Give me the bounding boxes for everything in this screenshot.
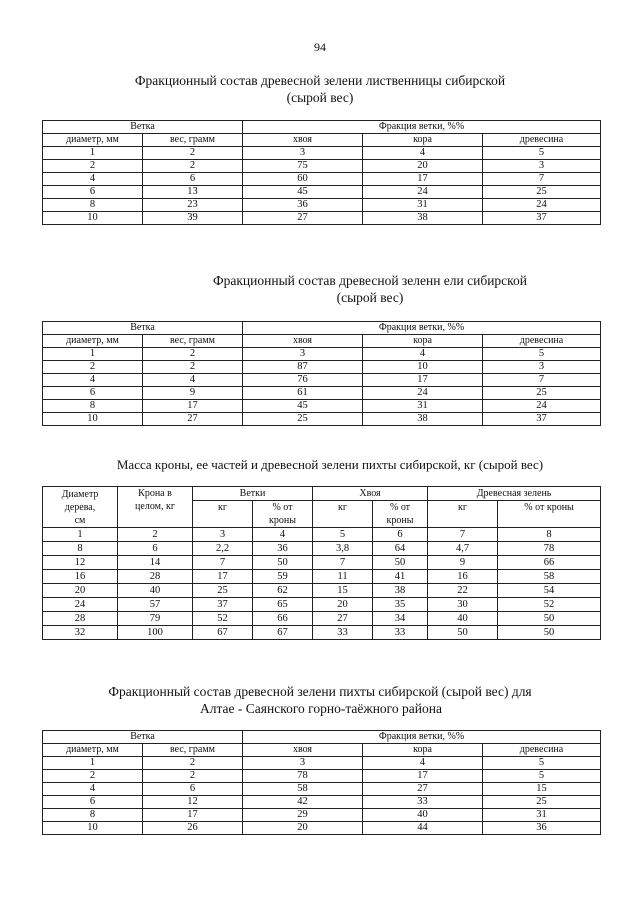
table3-header-branches: Ветки bbox=[193, 487, 313, 501]
table4-row bbox=[43, 822, 601, 835]
table1-row bbox=[43, 173, 601, 186]
table2-caption-line2: (сырой вес) bbox=[336, 290, 404, 305]
table4-cell: 31 bbox=[483, 809, 601, 822]
table3-cell: 16 bbox=[43, 570, 118, 584]
table3-cell: 38 bbox=[373, 584, 428, 598]
table3-cell: 100 bbox=[118, 626, 193, 640]
table4-cell: 4 bbox=[363, 757, 483, 770]
table3-sub-pct-line: кроны bbox=[386, 515, 414, 526]
table1-row bbox=[43, 147, 601, 160]
table2-row bbox=[43, 387, 601, 400]
table1-cell: 6 bbox=[143, 173, 243, 186]
table4-cell: 25 bbox=[483, 796, 601, 809]
table3-cell: 25 bbox=[193, 584, 253, 598]
table3-cell: 7 bbox=[428, 528, 498, 542]
table1-header-cell: древесина bbox=[483, 134, 601, 147]
table3-row bbox=[43, 528, 601, 542]
table3-cell: 41 bbox=[373, 570, 428, 584]
table3-row bbox=[43, 584, 601, 598]
table1-group-fraction: Фракция ветки, %% bbox=[243, 121, 601, 134]
table3-cell: 52 bbox=[193, 612, 253, 626]
table3-cell: 28 bbox=[118, 570, 193, 584]
table1-cell: 10 bbox=[43, 212, 143, 225]
table3-cell: 4 bbox=[253, 528, 313, 542]
table3-sub-pct bbox=[253, 501, 313, 528]
table2-caption-line1: Фракционный состав древесной зеленн ели сибирской bbox=[212, 273, 528, 288]
table2-cell: 10 bbox=[363, 361, 483, 374]
table2-header-cell: хвоя bbox=[243, 335, 363, 348]
table3-cell: 52 bbox=[498, 598, 601, 612]
table4-cell: 26 bbox=[143, 822, 243, 835]
table3-cell: 8 bbox=[43, 542, 118, 556]
page-number: 94 bbox=[314, 40, 326, 54]
table4-group-branch: Ветка bbox=[43, 731, 243, 744]
table4-cell: 8 bbox=[43, 809, 143, 822]
table3-cell: 12 bbox=[43, 556, 118, 570]
table3-group-header-row bbox=[43, 487, 601, 501]
table3-cell: 57 bbox=[118, 598, 193, 612]
table2-cell: 2 bbox=[43, 361, 143, 374]
table4-caption-line1: Фракционный состав древесной зелени пихты сибирской (сырой вес) для bbox=[108, 684, 532, 699]
table1-cell: 39 bbox=[143, 212, 243, 225]
table4-header-cell: кора bbox=[363, 744, 483, 757]
table1-cell: 7 bbox=[483, 173, 601, 186]
table4-cell: 2 bbox=[43, 770, 143, 783]
table1-cell: 38 bbox=[363, 212, 483, 225]
table1-cell: 24 bbox=[483, 199, 601, 212]
table2-cell: 2 bbox=[143, 348, 243, 361]
table3-cell: 3,8 bbox=[313, 542, 373, 556]
table2-cell: 17 bbox=[143, 400, 243, 413]
table2-cell: 3 bbox=[243, 348, 363, 361]
table4-header-cell: диаметр, мм bbox=[43, 744, 143, 757]
table2-group-fraction: Фракция ветки, %% bbox=[243, 322, 601, 335]
table2-cell: 9 bbox=[143, 387, 243, 400]
table4-cell: 27 bbox=[363, 783, 483, 796]
table1-header-row bbox=[43, 134, 601, 147]
table2-cell: 7 bbox=[483, 374, 601, 387]
table3-cell: 20 bbox=[43, 584, 118, 598]
table4-cell: 4 bbox=[43, 783, 143, 796]
table2-header-cell: кора bbox=[363, 335, 483, 348]
table2-cell: 2 bbox=[143, 361, 243, 374]
table1-group-header-row bbox=[43, 121, 601, 134]
table3-cell: 30 bbox=[428, 598, 498, 612]
table2-row bbox=[43, 374, 601, 387]
table2-cell: 4 bbox=[43, 374, 143, 387]
table3-cell: 4,7 bbox=[428, 542, 498, 556]
table3-header-crown-line: Крона в bbox=[138, 488, 172, 499]
table4-cell: 5 bbox=[483, 757, 601, 770]
table4-header-cell: вес, грамм bbox=[143, 744, 243, 757]
table3-cell: 65 bbox=[253, 598, 313, 612]
table3-header-diameter-line: Диаметр bbox=[61, 488, 99, 500]
table2-cell: 24 bbox=[483, 400, 601, 413]
table3-caption: Масса кроны, ее частей и древесной зелени пихты сибирской, кг (сырой вес) bbox=[116, 457, 544, 472]
table3-cell: 58 bbox=[498, 570, 601, 584]
table2-header-cell: древесина bbox=[483, 335, 601, 348]
table3-sub-kg: кг bbox=[193, 501, 253, 528]
table4-cell: 5 bbox=[483, 770, 601, 783]
table2-cell: 25 bbox=[243, 413, 363, 426]
table4-cell: 15 bbox=[483, 783, 601, 796]
table1-cell: 60 bbox=[243, 173, 363, 186]
table3-header-green: Древесная зелень bbox=[428, 487, 601, 501]
table3-cell: 6 bbox=[118, 542, 193, 556]
table3-cell: 62 bbox=[253, 584, 313, 598]
table4-header-cell: хвоя bbox=[243, 744, 363, 757]
table2-cell: 10 bbox=[43, 413, 143, 426]
table2-cell: 45 bbox=[243, 400, 363, 413]
table1-row bbox=[43, 212, 601, 225]
table2-cell: 5 bbox=[483, 348, 601, 361]
table4-row bbox=[43, 757, 601, 770]
table3-cell: 22 bbox=[428, 584, 498, 598]
table1-caption-line1: Фракционный состав древесной зелени лиственницы сибирской bbox=[134, 73, 506, 88]
table4-row bbox=[43, 770, 601, 783]
table4-cell: 2 bbox=[143, 757, 243, 770]
table3-sub-pct-line: кроны bbox=[269, 515, 296, 526]
table1-header-cell: хвоя bbox=[243, 134, 363, 147]
table2-cell: 8 bbox=[43, 400, 143, 413]
table3-cell: 20 bbox=[313, 598, 373, 612]
table2-cell: 6 bbox=[43, 387, 143, 400]
table1-cell: 24 bbox=[363, 186, 483, 199]
table1-header-cell: вес, грамм bbox=[143, 134, 243, 147]
table4-row bbox=[43, 783, 601, 796]
table3-cell: 6 bbox=[373, 528, 428, 542]
table3-cell: 66 bbox=[253, 612, 313, 626]
table1-cell: 20 bbox=[363, 160, 483, 173]
table2-cell: 4 bbox=[143, 374, 243, 387]
table3-cell: 50 bbox=[498, 626, 601, 640]
table1-cell: 8 bbox=[43, 199, 143, 212]
table3-cell: 17 bbox=[193, 570, 253, 584]
table3-cell: 50 bbox=[373, 556, 428, 570]
table4-cell: 20 bbox=[243, 822, 363, 835]
table4-header-row bbox=[43, 744, 601, 757]
table3-cell: 14 bbox=[118, 556, 193, 570]
table1-cell: 37 bbox=[483, 212, 601, 225]
table1-cell: 2 bbox=[143, 160, 243, 173]
table4-cell: 40 bbox=[363, 809, 483, 822]
table2-row bbox=[43, 361, 601, 374]
table1-cell: 2 bbox=[43, 160, 143, 173]
table1-row bbox=[43, 199, 601, 212]
table3-sub-pct-line: % от bbox=[272, 502, 293, 513]
table1-row bbox=[43, 160, 601, 173]
table4-row bbox=[43, 809, 601, 822]
table3-cell: 16 bbox=[428, 570, 498, 584]
table3 bbox=[42, 486, 601, 640]
table3-header-needles: Хвоя bbox=[313, 487, 428, 501]
table4-group-fraction: Фракция ветки, %% bbox=[243, 731, 601, 744]
table3-cell: 9 bbox=[428, 556, 498, 570]
table3-cell: 66 bbox=[498, 556, 601, 570]
table2-row bbox=[43, 413, 601, 426]
table1-cell: 2 bbox=[143, 147, 243, 160]
table2-header-row bbox=[43, 335, 601, 348]
table2-group-header-row bbox=[43, 322, 601, 335]
table4-cell: 36 bbox=[483, 822, 601, 835]
table3-cell: 35 bbox=[373, 598, 428, 612]
table1-cell: 5 bbox=[483, 147, 601, 160]
table3-cell: 11 bbox=[313, 570, 373, 584]
table1-cell: 17 bbox=[363, 173, 483, 186]
table2-cell: 61 bbox=[243, 387, 363, 400]
table3-cell: 8 bbox=[498, 528, 601, 542]
table3-cell: 67 bbox=[253, 626, 313, 640]
table1-cell: 4 bbox=[43, 173, 143, 186]
table3-cell: 32 bbox=[43, 626, 118, 640]
table4-cell: 33 bbox=[363, 796, 483, 809]
table4-cell: 78 bbox=[243, 770, 363, 783]
table1-cell: 3 bbox=[243, 147, 363, 160]
table4-cell: 17 bbox=[143, 809, 243, 822]
table3-cell: 5 bbox=[313, 528, 373, 542]
table4-header-cell: древесина bbox=[483, 744, 601, 757]
table2-row bbox=[43, 348, 601, 361]
table3-row bbox=[43, 570, 601, 584]
table3-cell: 79 bbox=[118, 612, 193, 626]
table3-sub-kg: кг bbox=[428, 501, 498, 528]
table3-cell: 24 bbox=[43, 598, 118, 612]
table3-cell: 54 bbox=[498, 584, 601, 598]
table4-caption-line2: Алтае - Саянского горно-таёжного района bbox=[200, 701, 442, 716]
table4-cell: 29 bbox=[243, 809, 363, 822]
table2-header-cell: диаметр, мм bbox=[43, 335, 143, 348]
table1-row bbox=[43, 186, 601, 199]
table3-row bbox=[43, 612, 601, 626]
table1-cell: 4 bbox=[363, 147, 483, 160]
table3-header-crown-line: целом, кг bbox=[135, 501, 175, 512]
table4-cell: 10 bbox=[43, 822, 143, 835]
table4-cell: 2 bbox=[143, 770, 243, 783]
table4-cell: 44 bbox=[363, 822, 483, 835]
table4-cell: 12 bbox=[143, 796, 243, 809]
table2-cell: 87 bbox=[243, 361, 363, 374]
table2-cell: 27 bbox=[143, 413, 243, 426]
table3-row bbox=[43, 598, 601, 612]
table4-cell: 42 bbox=[243, 796, 363, 809]
table1-cell: 25 bbox=[483, 186, 601, 199]
table1-cell: 13 bbox=[143, 186, 243, 199]
table3-cell: 78 bbox=[498, 542, 601, 556]
table1-cell: 3 bbox=[483, 160, 601, 173]
table3-cell: 27 bbox=[313, 612, 373, 626]
table1-cell: 1 bbox=[43, 147, 143, 160]
table1-caption bbox=[0, 72, 640, 106]
table1-header-cell: кора bbox=[363, 134, 483, 147]
table2-row bbox=[43, 400, 601, 413]
table4-cell: 3 bbox=[243, 757, 363, 770]
table1-cell: 27 bbox=[243, 212, 363, 225]
table3-header-diameter bbox=[43, 487, 118, 528]
table3-header-diameter-line: дерева, bbox=[64, 501, 96, 513]
table3-cell: 40 bbox=[118, 584, 193, 598]
table2-cell: 38 bbox=[363, 413, 483, 426]
table3-row bbox=[43, 542, 601, 556]
table2-cell: 31 bbox=[363, 400, 483, 413]
table1-cell: 45 bbox=[243, 186, 363, 199]
table1-cell: 6 bbox=[43, 186, 143, 199]
table2-cell: 25 bbox=[483, 387, 601, 400]
table4-group-header-row bbox=[43, 731, 601, 744]
table4-caption bbox=[60, 683, 580, 717]
table3-sub-pct-line: % от bbox=[389, 502, 411, 513]
table3-sub-kg: кг bbox=[313, 501, 373, 528]
table1-cell: 75 bbox=[243, 160, 363, 173]
table2-group-branch: Ветка bbox=[43, 322, 243, 335]
table3-cell: 28 bbox=[43, 612, 118, 626]
table3-cell: 33 bbox=[313, 626, 373, 640]
table3-cell: 2,2 bbox=[193, 542, 253, 556]
table4-cell: 58 bbox=[243, 783, 363, 796]
table2-header-cell: вес, грамм bbox=[143, 335, 243, 348]
table3-cell: 33 bbox=[373, 626, 428, 640]
table4-cell: 6 bbox=[43, 796, 143, 809]
table3-cell: 1 bbox=[43, 528, 118, 542]
table2-cell: 76 bbox=[243, 374, 363, 387]
table2-caption bbox=[150, 272, 590, 306]
table3-cell: 2 bbox=[118, 528, 193, 542]
table3-cell: 37 bbox=[193, 598, 253, 612]
table3-cell: 7 bbox=[313, 556, 373, 570]
table3-cell: 34 bbox=[373, 612, 428, 626]
table1-cell: 31 bbox=[363, 199, 483, 212]
table3-header-diameter-line: см bbox=[74, 514, 86, 526]
table3-cell: 40 bbox=[428, 612, 498, 626]
table2-cell: 1 bbox=[43, 348, 143, 361]
table3-cell: 50 bbox=[428, 626, 498, 640]
table2-cell: 17 bbox=[363, 374, 483, 387]
table3-cell: 59 bbox=[253, 570, 313, 584]
table2-cell: 4 bbox=[363, 348, 483, 361]
table3-header-crown bbox=[118, 487, 193, 528]
table1-cell: 36 bbox=[243, 199, 363, 212]
table1 bbox=[42, 120, 601, 225]
table4 bbox=[42, 730, 601, 835]
table1-header-cell: диаметр, мм bbox=[43, 134, 143, 147]
table4-cell: 17 bbox=[363, 770, 483, 783]
table3-cell: 64 bbox=[373, 542, 428, 556]
table3-row bbox=[43, 626, 601, 640]
table3-cell: 67 bbox=[193, 626, 253, 640]
table4-cell: 1 bbox=[43, 757, 143, 770]
table2-cell: 24 bbox=[363, 387, 483, 400]
table3-cell: 50 bbox=[253, 556, 313, 570]
table2 bbox=[42, 321, 601, 426]
table1-group-branch: Ветка bbox=[43, 121, 243, 134]
table3-cell: 3 bbox=[193, 528, 253, 542]
table3-sub-pct-full: % от кроны bbox=[498, 501, 601, 528]
table2-cell: 3 bbox=[483, 361, 601, 374]
table1-cell: 23 bbox=[143, 199, 243, 212]
table3-sub-pct bbox=[373, 501, 428, 528]
table3-cell: 36 bbox=[253, 542, 313, 556]
table3-row bbox=[43, 556, 601, 570]
table2-cell: 37 bbox=[483, 413, 601, 426]
table3-cell: 15 bbox=[313, 584, 373, 598]
table4-row bbox=[43, 796, 601, 809]
table4-cell: 6 bbox=[143, 783, 243, 796]
table1-caption-line2: (сырой вес) bbox=[286, 90, 354, 105]
table3-cell: 7 bbox=[193, 556, 253, 570]
table3-cell: 50 bbox=[498, 612, 601, 626]
